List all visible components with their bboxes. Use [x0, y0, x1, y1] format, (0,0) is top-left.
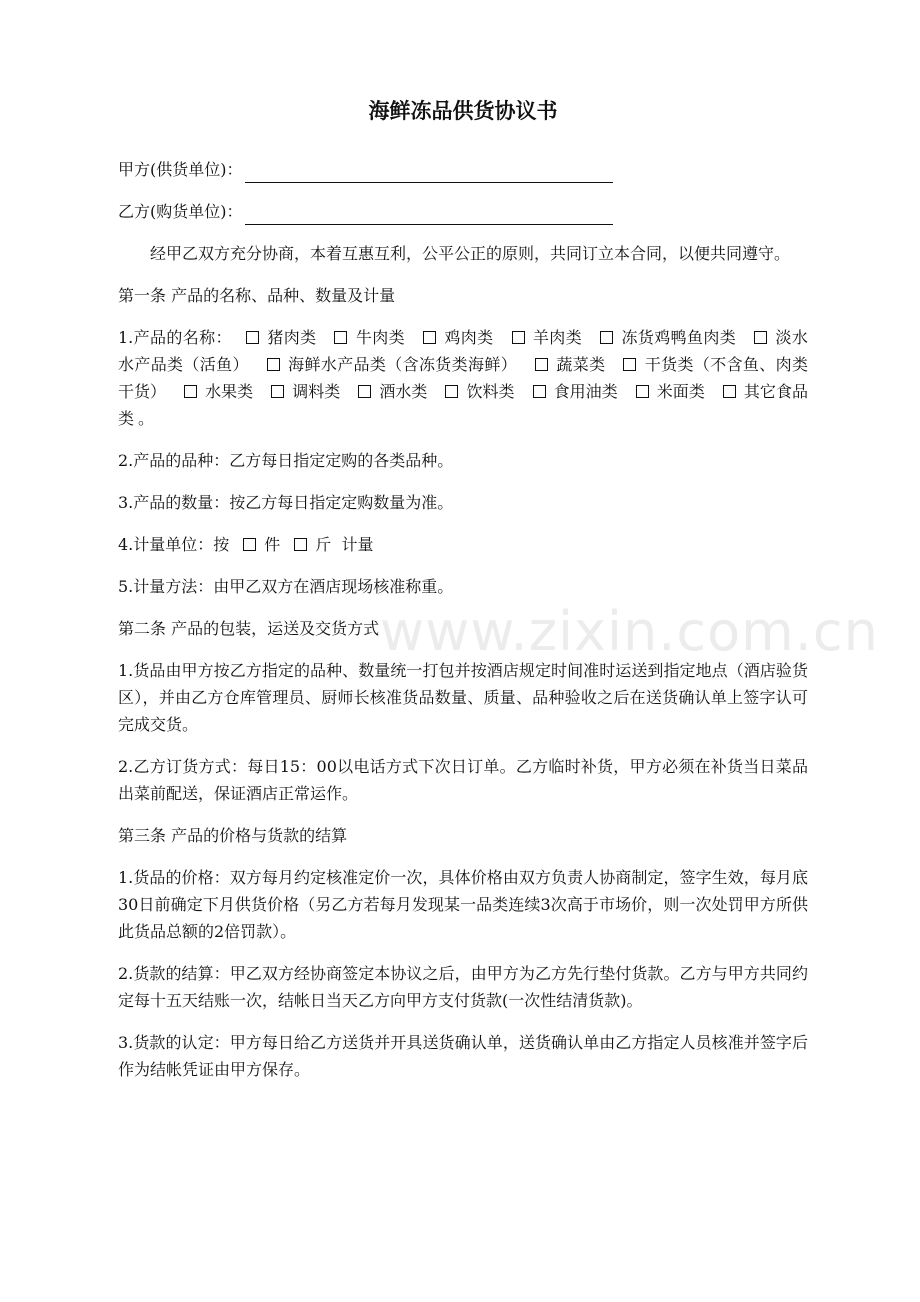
article1-heading: 第一条 产品的名称、品种、数量及计量	[118, 286, 396, 305]
party-a-row	[118, 156, 808, 183]
product-name-item: 猪肉类	[266, 328, 317, 347]
article2-heading: 第二条 产品的包装，运送及交货方式	[118, 619, 380, 638]
product-name-item: 鸡肉类	[444, 328, 494, 347]
unit-option-jin: 斤	[315, 535, 332, 554]
party-a-blank-line	[245, 162, 613, 183]
document-title: 海鲜冻品供货协议书	[368, 99, 558, 123]
unit-paragraph	[118, 531, 808, 558]
party-a-label: 甲方(供货单位)：	[118, 160, 243, 179]
product-quantity-paragraph: 3.产品的数量：按乙方每日指定定购数量为准。	[118, 493, 454, 512]
checkbox-icon[interactable]	[423, 331, 436, 344]
product-names-label: 1.产品的名称：	[118, 328, 232, 347]
document-page	[118, 96, 808, 1098]
watermark: www.zixin.com.cn	[380, 600, 879, 663]
checkbox-icon[interactable]	[246, 331, 259, 344]
party-b-row	[118, 198, 808, 225]
product-name-item: 冻货鸡鸭鱼肉类	[621, 328, 737, 347]
unit-option-piece: 件	[264, 535, 281, 554]
product-names-end: 。	[138, 409, 155, 428]
product-name-item: 蔬菜类	[556, 355, 606, 374]
checkbox-icon[interactable]	[243, 538, 256, 551]
product-name-item: 食用油类	[553, 382, 618, 401]
party-b-blank-line	[245, 204, 613, 225]
checkbox-icon[interactable]	[184, 385, 197, 398]
unit-suffix: 计量	[341, 535, 374, 554]
product-name-item: 米面类	[656, 382, 705, 401]
product-name-item: 酒水类	[379, 382, 428, 401]
product-name-item: 干货类（不含鱼、肉类干货）	[118, 355, 808, 401]
checkbox-icon[interactable]	[723, 385, 736, 398]
article2-paragraph-1: 1.货品由甲方按乙方指定的品种、数量统一打包并按酒店规定时间准时运送到指定地点（酒店验货区），并由乙方仓库管理员、厨师长核准货品数量、质量、品种验收之后在送货确认单上签字认可完成交货。	[118, 661, 808, 734]
checkbox-icon[interactable]	[623, 358, 636, 371]
product-name-item: 其它食品类	[118, 382, 808, 428]
article3-paragraph-3: 3.货款的认定：甲方每日给乙方送货并开具送货确认单，送货确认单由乙方指定人员核准并签字后作为结帐凭证由甲方保存。	[118, 1033, 808, 1079]
checkbox-icon[interactable]	[445, 385, 458, 398]
article2-paragraph-2: 2.乙方订货方式：每日15：00以电话方式下次日订单。乙方临时补货，甲方必须在补货当日菜品出菜前配送，保证酒店正常运作。	[118, 757, 808, 803]
product-names-paragraph	[118, 324, 808, 432]
checkbox-icon[interactable]	[535, 358, 548, 371]
product-name-item: 淡水水产品类（活鱼）	[118, 328, 808, 374]
article3-paragraph-1: 1.货品的价格：双方每月约定核准定价一次，具体价格由双方负责人协商制定，签字生效，每月底30日前确定下月供货价格（另乙方若每月发现某一品类连续3次高于市场价，则一次处罚甲方所供此货品总额的2倍罚款）。	[118, 868, 808, 941]
product-name-item: 羊肉类	[532, 328, 583, 347]
article3-paragraph-2: 2.货款的结算：甲乙双方经协商签定本协议之后，由甲方为乙方先行垫付货款。乙方与甲方共同约定每十五天结账一次，结帐日当天乙方向甲方支付货款(一次性结清货款)。	[118, 964, 808, 1010]
checkbox-icon[interactable]	[334, 331, 347, 344]
checkbox-icon[interactable]	[267, 358, 280, 371]
product-name-item: 牛肉类	[355, 328, 406, 347]
product-name-item: 海鲜水产品类（含冻货类海鲜）	[287, 355, 518, 374]
checkbox-icon[interactable]	[600, 331, 613, 344]
product-variety-paragraph: 2.产品的品种：乙方每日指定定购的各类品种。	[118, 451, 454, 470]
checkbox-icon[interactable]	[271, 385, 284, 398]
checkbox-icon[interactable]	[533, 385, 546, 398]
intro-paragraph: 经甲乙双方充分协商，本着互惠互利，公平公正的原则，共同订立本合同，以便共同遵守。	[150, 244, 791, 263]
checkbox-icon[interactable]	[512, 331, 525, 344]
product-name-item: 水果类	[205, 382, 254, 401]
product-name-item: 调料类	[292, 382, 341, 401]
unit-label: 4.计量单位：按	[118, 535, 230, 554]
measure-method-paragraph: 5.计量方法：由甲乙双方在酒店现场核准称重。	[118, 577, 454, 596]
product-name-item: 饮料类	[466, 382, 515, 401]
checkbox-icon[interactable]	[358, 385, 371, 398]
checkbox-icon[interactable]	[294, 538, 307, 551]
article3-heading: 第三条 产品的价格与货款的结算	[118, 826, 348, 845]
checkbox-icon[interactable]	[636, 385, 649, 398]
party-b-label: 乙方(购货单位)：	[118, 202, 243, 221]
checkbox-icon[interactable]	[754, 331, 767, 344]
